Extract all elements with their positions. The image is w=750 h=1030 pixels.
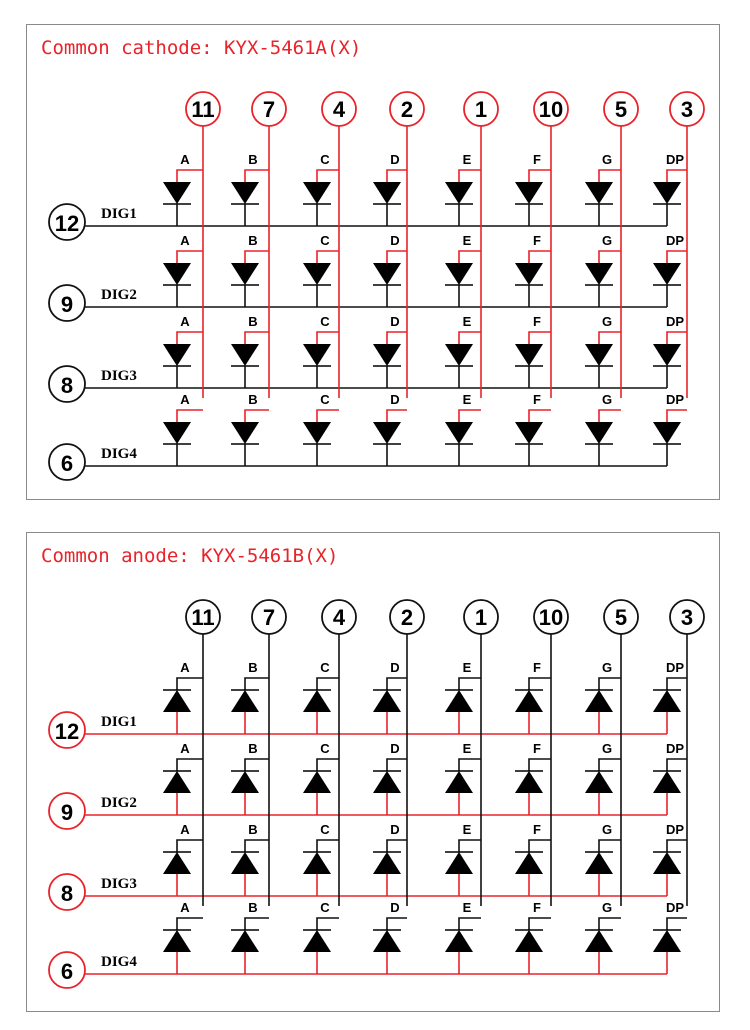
segment-label: G xyxy=(601,152,613,167)
digit-pin-number: 8 xyxy=(60,881,74,906)
segment-label: B xyxy=(248,152,258,167)
segment-label: A xyxy=(180,900,190,915)
segment-tap-line xyxy=(599,410,621,422)
digit-pin-number: 9 xyxy=(60,800,74,825)
segment-tap-line xyxy=(529,332,551,344)
segment-pin-number: 1 xyxy=(474,605,488,630)
segment-tap-line xyxy=(387,332,407,344)
segment-label: E xyxy=(462,392,472,407)
segment-tap-line xyxy=(177,918,203,930)
digit-pin-number: 8 xyxy=(60,373,74,398)
segment-tap-line xyxy=(177,251,203,263)
led-diode-triangle xyxy=(303,344,331,366)
segment-tap-line xyxy=(177,332,203,344)
segment-label: D xyxy=(390,314,400,329)
segment-tap-line xyxy=(667,759,687,771)
segment-tap-line xyxy=(387,918,407,930)
segment-tap-line xyxy=(245,410,269,422)
segment-label: A xyxy=(180,314,190,329)
segment-label: F xyxy=(533,741,541,756)
segment-pin-number: 4 xyxy=(332,97,346,122)
led-diode-triangle xyxy=(373,852,401,874)
segment-tap-line xyxy=(529,840,551,852)
led-diode-triangle xyxy=(163,930,191,952)
segment-pin-number: 10 xyxy=(538,97,564,122)
digit-pin-number: 6 xyxy=(60,959,74,984)
segment-tap-line xyxy=(245,678,269,690)
segment-tap-line xyxy=(529,410,551,422)
segment-label: D xyxy=(390,660,400,675)
segment-tap-line xyxy=(667,332,687,344)
led-diode-triangle xyxy=(585,930,613,952)
led-diode-triangle xyxy=(373,771,401,793)
segment-label: DP xyxy=(665,900,685,915)
segment-pin-number: 4 xyxy=(332,605,346,630)
segment-tap-line xyxy=(529,678,551,690)
common-cathode-schematic xyxy=(27,25,721,501)
segment-tap-line xyxy=(529,251,551,263)
segment-tap-line xyxy=(599,170,621,182)
segment-label: A xyxy=(180,233,190,248)
segment-label: G xyxy=(601,392,613,407)
led-diode-triangle xyxy=(445,852,473,874)
segment-tap-line xyxy=(245,918,269,930)
led-diode-triangle xyxy=(231,690,259,712)
segment-tap-line xyxy=(599,678,621,690)
segment-tap-line xyxy=(387,170,407,182)
segment-pin-number: 11 xyxy=(191,605,215,630)
led-diode-triangle xyxy=(303,852,331,874)
segment-label: C xyxy=(320,152,330,167)
segment-tap-line xyxy=(177,840,203,852)
segment-label: F xyxy=(533,233,541,248)
segment-label: F xyxy=(533,392,541,407)
segment-label: G xyxy=(601,741,613,756)
segment-label: C xyxy=(320,233,330,248)
led-diode-triangle xyxy=(231,182,259,204)
segment-label: A xyxy=(180,741,190,756)
segment-tap-line xyxy=(667,410,687,422)
segment-tap-line xyxy=(459,678,481,690)
led-diode-triangle xyxy=(373,263,401,285)
panel-title: Common anode: KYX-5461B(X) xyxy=(41,545,339,567)
segment-label: A xyxy=(180,822,190,837)
segment-tap-line xyxy=(245,840,269,852)
segment-tap-line xyxy=(245,332,269,344)
segment-tap-line xyxy=(245,759,269,771)
led-diode-triangle xyxy=(653,263,681,285)
segment-label: D xyxy=(390,233,400,248)
segment-label: E xyxy=(462,660,472,675)
segment-tap-line xyxy=(177,678,203,690)
segment-label: D xyxy=(390,152,400,167)
segment-pin-number: 3 xyxy=(680,97,694,122)
segment-tap-line xyxy=(599,759,621,771)
panel-title: Common cathode: KYX-5461A(X) xyxy=(41,37,362,59)
segment-tap-line xyxy=(667,170,687,182)
segment-tap-line xyxy=(459,410,481,422)
segment-tap-line xyxy=(245,251,269,263)
led-diode-triangle xyxy=(585,690,613,712)
led-diode-triangle xyxy=(163,344,191,366)
digit-pin-number: 12 xyxy=(54,211,80,236)
segment-tap-line xyxy=(599,918,621,930)
led-diode-triangle xyxy=(515,690,543,712)
segment-tap-line xyxy=(459,251,481,263)
led-diode-triangle xyxy=(231,930,259,952)
digit-label: DIG4 xyxy=(101,446,137,462)
led-diode-triangle xyxy=(585,344,613,366)
led-diode-triangle xyxy=(373,344,401,366)
led-diode-triangle xyxy=(515,344,543,366)
segment-label: D xyxy=(390,822,400,837)
segment-tap-line xyxy=(177,410,203,422)
led-diode-triangle xyxy=(445,344,473,366)
led-diode-triangle xyxy=(653,422,681,444)
segment-label: E xyxy=(462,900,472,915)
led-diode-triangle xyxy=(515,852,543,874)
segment-label: C xyxy=(320,392,330,407)
led-diode-triangle xyxy=(163,852,191,874)
segment-tap-line xyxy=(667,840,687,852)
led-diode-triangle xyxy=(373,930,401,952)
segment-label: G xyxy=(601,660,613,675)
segment-label: DP xyxy=(665,822,685,837)
segment-tap-line xyxy=(529,170,551,182)
led-diode-triangle xyxy=(231,771,259,793)
segment-label: E xyxy=(462,314,472,329)
segment-tap-line xyxy=(459,332,481,344)
segment-pin-number: 5 xyxy=(614,97,628,122)
led-diode-triangle xyxy=(163,422,191,444)
segment-label: B xyxy=(248,660,258,675)
led-diode-triangle xyxy=(231,422,259,444)
segment-label: DP xyxy=(665,233,685,248)
segment-label: C xyxy=(320,900,330,915)
segment-tap-line xyxy=(317,759,339,771)
led-diode-triangle xyxy=(653,930,681,952)
led-diode-triangle xyxy=(303,182,331,204)
digit-pin-number: 9 xyxy=(60,292,74,317)
led-diode-triangle xyxy=(373,422,401,444)
led-diode-triangle xyxy=(445,263,473,285)
led-diode-triangle xyxy=(445,182,473,204)
led-diode-triangle xyxy=(585,263,613,285)
segment-label: C xyxy=(320,660,330,675)
segment-pin-number: 2 xyxy=(400,97,414,122)
segment-label: F xyxy=(533,900,541,915)
digit-pin-number: 12 xyxy=(54,719,80,744)
segment-pin-number: 1 xyxy=(474,97,488,122)
led-diode-triangle xyxy=(231,263,259,285)
segment-pin-number: 10 xyxy=(538,605,564,630)
segment-label: F xyxy=(533,822,541,837)
led-diode-triangle xyxy=(653,771,681,793)
segment-tap-line xyxy=(667,918,687,930)
segment-pin-number: 7 xyxy=(262,605,276,630)
segment-label: G xyxy=(601,900,613,915)
segment-tap-line xyxy=(387,678,407,690)
segment-label: B xyxy=(248,741,258,756)
led-diode-triangle xyxy=(373,690,401,712)
segment-label: B xyxy=(248,822,258,837)
segment-pin-number: 11 xyxy=(191,97,215,122)
digit-label: DIG1 xyxy=(101,206,137,222)
led-diode-triangle xyxy=(231,852,259,874)
segment-pin-number: 2 xyxy=(400,605,414,630)
segment-tap-line xyxy=(387,759,407,771)
led-diode-triangle xyxy=(653,344,681,366)
segment-label: G xyxy=(601,314,613,329)
segment-tap-line xyxy=(599,332,621,344)
led-diode-triangle xyxy=(303,771,331,793)
led-diode-triangle xyxy=(585,182,613,204)
led-diode-triangle xyxy=(231,344,259,366)
led-diode-triangle xyxy=(515,422,543,444)
segment-label: G xyxy=(601,822,613,837)
segment-label: D xyxy=(390,741,400,756)
segment-tap-line xyxy=(529,759,551,771)
segment-label: F xyxy=(533,314,541,329)
digit-pin-number: 6 xyxy=(60,451,74,476)
led-diode-triangle xyxy=(585,771,613,793)
common-anode-panel xyxy=(26,532,720,1012)
segment-label: A xyxy=(180,392,190,407)
led-diode-triangle xyxy=(303,690,331,712)
digit-label: DIG3 xyxy=(101,876,137,892)
led-diode-triangle xyxy=(163,771,191,793)
segment-tap-line xyxy=(599,840,621,852)
segment-label: DP xyxy=(665,392,685,407)
segment-label: B xyxy=(248,392,258,407)
segment-label: A xyxy=(180,152,190,167)
led-diode-triangle xyxy=(515,771,543,793)
digit-label: DIG2 xyxy=(101,795,137,811)
segment-tap-line xyxy=(317,840,339,852)
segment-label: DP xyxy=(665,741,685,756)
segment-tap-line xyxy=(317,170,339,182)
led-diode-triangle xyxy=(445,771,473,793)
segment-tap-line xyxy=(459,918,481,930)
common-cathode-panel xyxy=(26,24,720,500)
segment-label: DP xyxy=(665,152,685,167)
segment-tap-line xyxy=(459,759,481,771)
segment-label: E xyxy=(462,152,472,167)
led-diode-triangle xyxy=(303,263,331,285)
digit-label: DIG3 xyxy=(101,368,137,384)
segment-pin-number: 7 xyxy=(262,97,276,122)
digit-label: DIG1 xyxy=(101,714,137,730)
segment-label: DP xyxy=(665,314,685,329)
segment-tap-line xyxy=(317,678,339,690)
segment-tap-line xyxy=(317,410,339,422)
segment-tap-line xyxy=(387,840,407,852)
segment-label: D xyxy=(390,392,400,407)
led-diode-triangle xyxy=(163,690,191,712)
led-diode-triangle xyxy=(303,422,331,444)
led-diode-triangle xyxy=(445,422,473,444)
segment-tap-line xyxy=(317,332,339,344)
segment-tap-line xyxy=(667,678,687,690)
segment-tap-line xyxy=(387,251,407,263)
led-diode-triangle xyxy=(585,852,613,874)
led-diode-triangle xyxy=(163,263,191,285)
segment-label: DP xyxy=(665,660,685,675)
segment-tap-line xyxy=(599,251,621,263)
segment-tap-line xyxy=(667,251,687,263)
digit-label: DIG2 xyxy=(101,287,137,303)
segment-tap-line xyxy=(317,251,339,263)
segment-tap-line xyxy=(387,410,407,422)
segment-pin-number: 3 xyxy=(680,605,694,630)
common-anode-schematic xyxy=(27,533,721,1013)
segment-label: C xyxy=(320,822,330,837)
segment-label: B xyxy=(248,233,258,248)
led-diode-triangle xyxy=(445,930,473,952)
segment-tap-line xyxy=(317,918,339,930)
led-diode-triangle xyxy=(163,182,191,204)
led-diode-triangle xyxy=(515,182,543,204)
segment-label: D xyxy=(390,900,400,915)
led-diode-triangle xyxy=(653,852,681,874)
segment-tap-line xyxy=(459,170,481,182)
led-diode-triangle xyxy=(585,422,613,444)
led-diode-triangle xyxy=(303,930,331,952)
segment-label: C xyxy=(320,314,330,329)
segment-label: F xyxy=(533,660,541,675)
segment-pin-number: 5 xyxy=(614,605,628,630)
segment-label: E xyxy=(462,822,472,837)
segment-label: E xyxy=(462,233,472,248)
led-diode-triangle xyxy=(373,182,401,204)
segment-tap-line xyxy=(529,918,551,930)
segment-label: F xyxy=(533,152,541,167)
led-diode-triangle xyxy=(515,930,543,952)
segment-label: B xyxy=(248,900,258,915)
segment-label: A xyxy=(180,660,190,675)
segment-label: G xyxy=(601,233,613,248)
segment-label: C xyxy=(320,741,330,756)
led-diode-triangle xyxy=(653,182,681,204)
segment-label: B xyxy=(248,314,258,329)
led-diode-triangle xyxy=(515,263,543,285)
segment-tap-line xyxy=(245,170,269,182)
led-diode-triangle xyxy=(445,690,473,712)
segment-label: E xyxy=(462,741,472,756)
segment-tap-line xyxy=(177,170,203,182)
segment-tap-line xyxy=(177,759,203,771)
digit-label: DIG4 xyxy=(101,954,137,970)
segment-tap-line xyxy=(459,840,481,852)
led-diode-triangle xyxy=(653,690,681,712)
